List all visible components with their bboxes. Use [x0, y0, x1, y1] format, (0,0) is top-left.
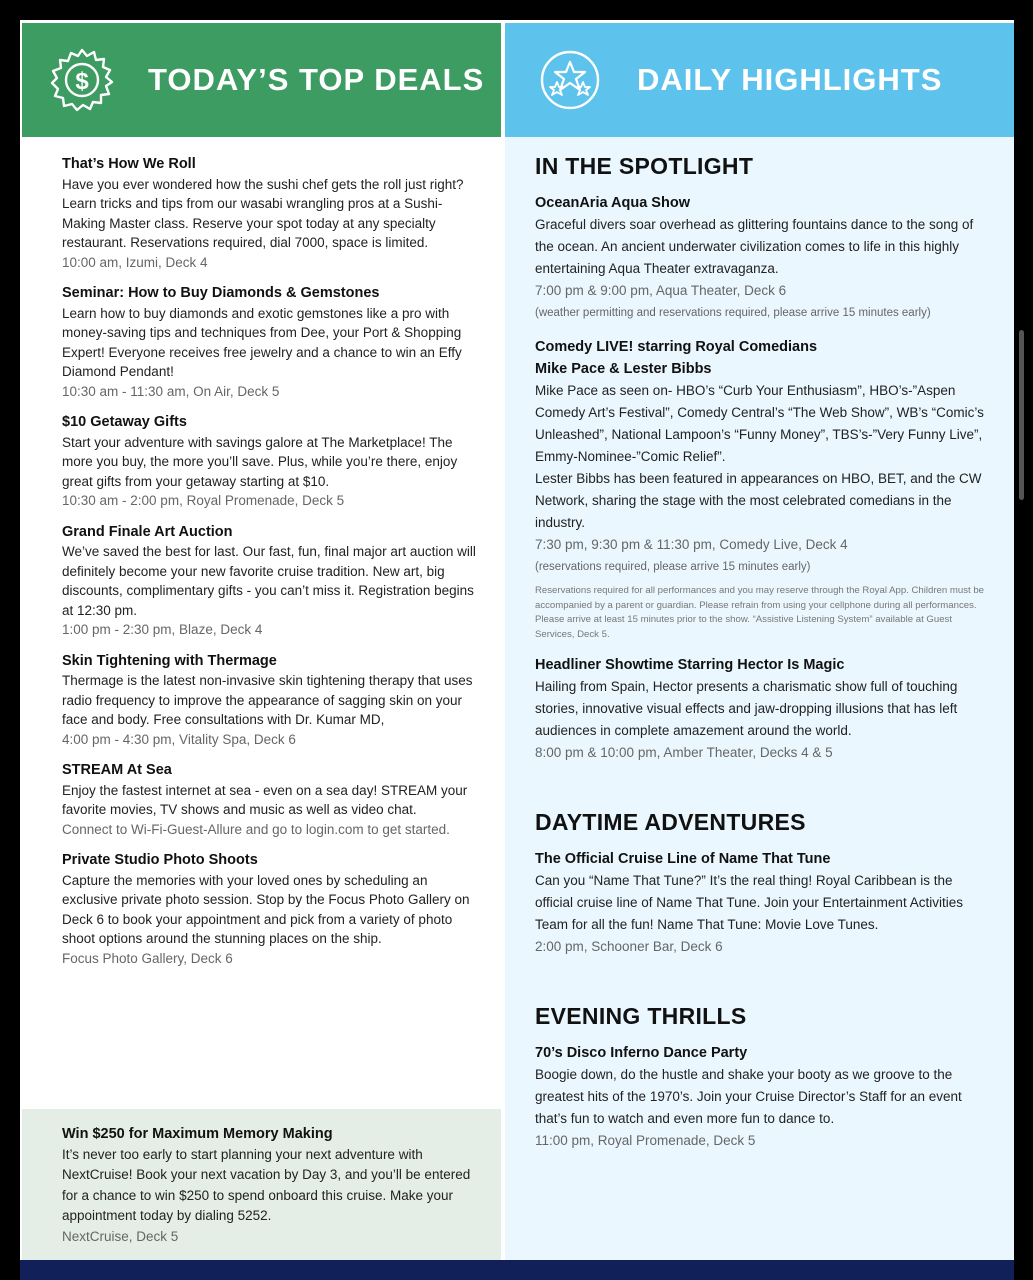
deal-title: Grand Finale Art Auction: [62, 523, 233, 540]
promo-description: It’s never too early to start planning your next adventure with NextCruise! Book your next vacation by Day 3, and you’ll be entered for a chance to win $250 to spend onboard this cruise. Make your appointment today by dialing 5252.: [62, 1146, 471, 1223]
highlight-title: The Official Cruise Line of Name That Tune: [535, 851, 831, 867]
highlight-time-location: 7:00 pm & 9:00 pm, Aqua Theater, Deck 6: [535, 283, 787, 298]
deal-title: Private Studio Photo Shoots: [62, 852, 258, 868]
deal-item: [62, 155, 482, 272]
highlight-fine-print: Reservations required for all performances and you may reserve through the Royal App. Children must be accompanied by a parent or guardian. Please refrain from using your cellphone during all performances. Please arrive at least 15 minutes prior to the show. “Assistive Listening System” available at Guest Services, Deck 5.: [535, 585, 985, 640]
highlight-description: Can you “Name That Tune?” It’s the real thing! Royal Caribbean is the official cruise line of Name That Tune. Join your Entertainment Activities Team for all the fun! Name That Tune: Movie Love Tunes.: [535, 873, 963, 932]
spotlight-heading: IN THE SPOTLIGHT: [535, 153, 754, 179]
highlight-time-location: 7:30 pm, 9:30 pm & 11:30 pm, Comedy Live, Deck 4: [535, 537, 848, 552]
deal-description: Thermage is the latest non-invasive skin tightening therapy that uses radio frequency to improve the appearance of sagging skin on your face and body. Free consultations with Dr. Kumar MD,: [62, 673, 473, 727]
deal-time-location: 10:30 am - 11:30 am, On Air, Deck 5: [62, 383, 280, 399]
deal-item: [62, 523, 482, 640]
top-deals-title: TODAY’S TOP DEALS: [148, 62, 485, 97]
highlight-note: (weather permitting and reservations required, please arrive 15 minutes early): [535, 307, 931, 319]
deal-item: [62, 851, 482, 968]
evening-heading: EVENING THRILLS: [535, 1003, 747, 1029]
daily-highlights-header: [505, 23, 1014, 137]
dollar-badge-icon: [50, 48, 114, 112]
top-deals-header: [22, 23, 501, 137]
highlight-title: 70’s Disco Inferno Dance Party: [535, 1045, 748, 1061]
highlight-item: [535, 336, 990, 642]
highlight-item: [535, 1042, 990, 1152]
deal-description: Start your adventure with savings galore at The Marketplace! The more you buy, the more you’ll save. Plus, while you’re there, enjoy great gifts from your getaway starting at $10.: [62, 434, 458, 489]
footer-bar: [20, 1260, 1014, 1280]
svg-text:$: $: [75, 68, 89, 95]
flyer-page: [20, 20, 1014, 1280]
deal-title: Skin Tightening with Thermage: [62, 652, 277, 669]
highlights-list: [535, 150, 990, 1164]
scrollbar-thumb[interactable]: [1019, 330, 1024, 500]
highlight-title: OceanAria Aqua Show: [535, 195, 690, 211]
promo-location: NextCruise, Deck 5: [62, 1228, 179, 1244]
deal-item: [62, 284, 482, 401]
deal-time-location: 1:00 pm - 2:30 pm, Blaze, Deck 4: [62, 622, 263, 637]
deal-time-location: 4:00 pm - 4:30 pm, Vitality Spa, Deck 6: [62, 731, 296, 747]
daily-highlights-title: DAILY HIGHLIGHTS: [637, 62, 943, 97]
deal-title: STREAM At Sea: [62, 762, 172, 778]
deal-title: That’s How We Roll: [62, 156, 196, 172]
deal-description: Enjoy the fastest internet at sea - even on a sea day! STREAM your favorite movies, TV shows and music as well as video chat.: [62, 782, 468, 817]
deal-item: [62, 413, 482, 511]
highlight-description: Mike Pace as seen on- HBO’s “Curb Your Enthusiasm”, HBO’s-”Aspen Comedy Art’s Festival”, Comedy Central’s “The Web Show”, WB’s “Comic’s Unleashed”, National Lampoon’s “Funny Money”, TBS’s-”Very Funny Live”, Emmy-Nominee-”Comic Relief”.: [535, 383, 984, 464]
deal-description: Capture the memories with your loved ones by scheduling an exclusive private photo session. Stop by the Focus Photo Gallery on Deck 6 to book your appointment and pick from a variety of photo shoot options around the stunning places on the ship.: [62, 872, 470, 946]
highlight-subtitle: Mike Pace & Lester Bibbs: [535, 361, 712, 377]
deals-list: [62, 155, 482, 980]
highlight-description: Hailing from Spain, Hector presents a charismatic show full of touching stories, innovative visual effects and jaw-dropping illusions that has left audiences in complete amazement around the world.: [535, 679, 958, 738]
highlight-description: Boogie down, do the hustle and shake your booty as we groove to the greatest hits of the 1970’s. Join your Cruise Director’s Staff for an event that’s fun to watch and even more fun to dance to.: [535, 1067, 962, 1126]
deal-description: Have you ever wondered how the sushi chef gets the roll just right? Learn tricks and tips from our wasabi wrangling pros at a Sushi-Making Master class. Reserve your spot today at any specialty restaurant. Reservations required, dial 7000, space is limited.: [62, 176, 464, 250]
deal-item: [62, 652, 482, 750]
highlight-item: [535, 192, 990, 324]
deal-title: $10 Getaway Gifts: [62, 414, 187, 430]
promo-title: Win $250 for Maximum Memory Making: [62, 1126, 333, 1142]
deal-item: [62, 761, 482, 839]
highlight-item: [535, 654, 990, 764]
highlight-time-location: 11:00 pm, Royal Promenade, Deck 5: [535, 1133, 756, 1148]
deal-time-location: 10:00 am, Izumi, Deck 4: [62, 254, 208, 270]
highlight-title: Headliner Showtime Starring Hector Is Magic: [535, 657, 845, 673]
highlight-description: Graceful divers soar overhead as glittering fountains dance to the song of the ocean. An ancient underwater civilization comes to life in this highly entertaining Aqua Theater extravaganza.: [535, 217, 974, 276]
highlight-time-location: 2:00 pm, Schooner Bar, Deck 6: [535, 939, 723, 954]
deal-description: Learn how to buy diamonds and exotic gemstones like a pro with money-saving tips and techniques from Dee, your Port & Shopping Expert! Everyone receives free jewelry and a chance to win an Effy Diamond Pendant!: [62, 305, 462, 379]
deal-time-location: Focus Photo Gallery, Deck 6: [62, 950, 233, 966]
deal-time-location: 10:30 am - 2:00 pm, Royal Promenade, Deck 5: [62, 493, 345, 508]
promo-box: [22, 1109, 501, 1280]
highlight-description-2: Lester Bibbs has been featured in appearances on HBO, BET, and the CW Network, sharing the stage with the most celebrated comedians in the industry.: [535, 471, 982, 530]
highlight-time-location: 8:00 pm & 10:00 pm, Amber Theater, Decks 4 & 5: [535, 745, 833, 760]
daytime-heading: DAYTIME ADVENTURES: [535, 809, 806, 835]
highlight-item: [535, 848, 990, 958]
stars-icon: [538, 48, 602, 112]
deal-description: We’ve saved the best for last. Our fast, fun, final major art auction will definitely become your new favorite cruise tradition. New art, big discounts, complimentary gifts - you can’t miss it. Registration begins at 12:30 pm.: [62, 544, 476, 618]
highlight-title: Comedy LIVE! starring Royal Comedians: [535, 339, 818, 355]
deal-title: Seminar: How to Buy Diamonds & Gemstones: [62, 285, 380, 301]
highlight-note: (reservations required, please arrive 15 minutes early): [535, 561, 811, 573]
deal-time-location: Connect to Wi-Fi-Guest-Allure and go to login.com to get started.: [62, 821, 450, 837]
